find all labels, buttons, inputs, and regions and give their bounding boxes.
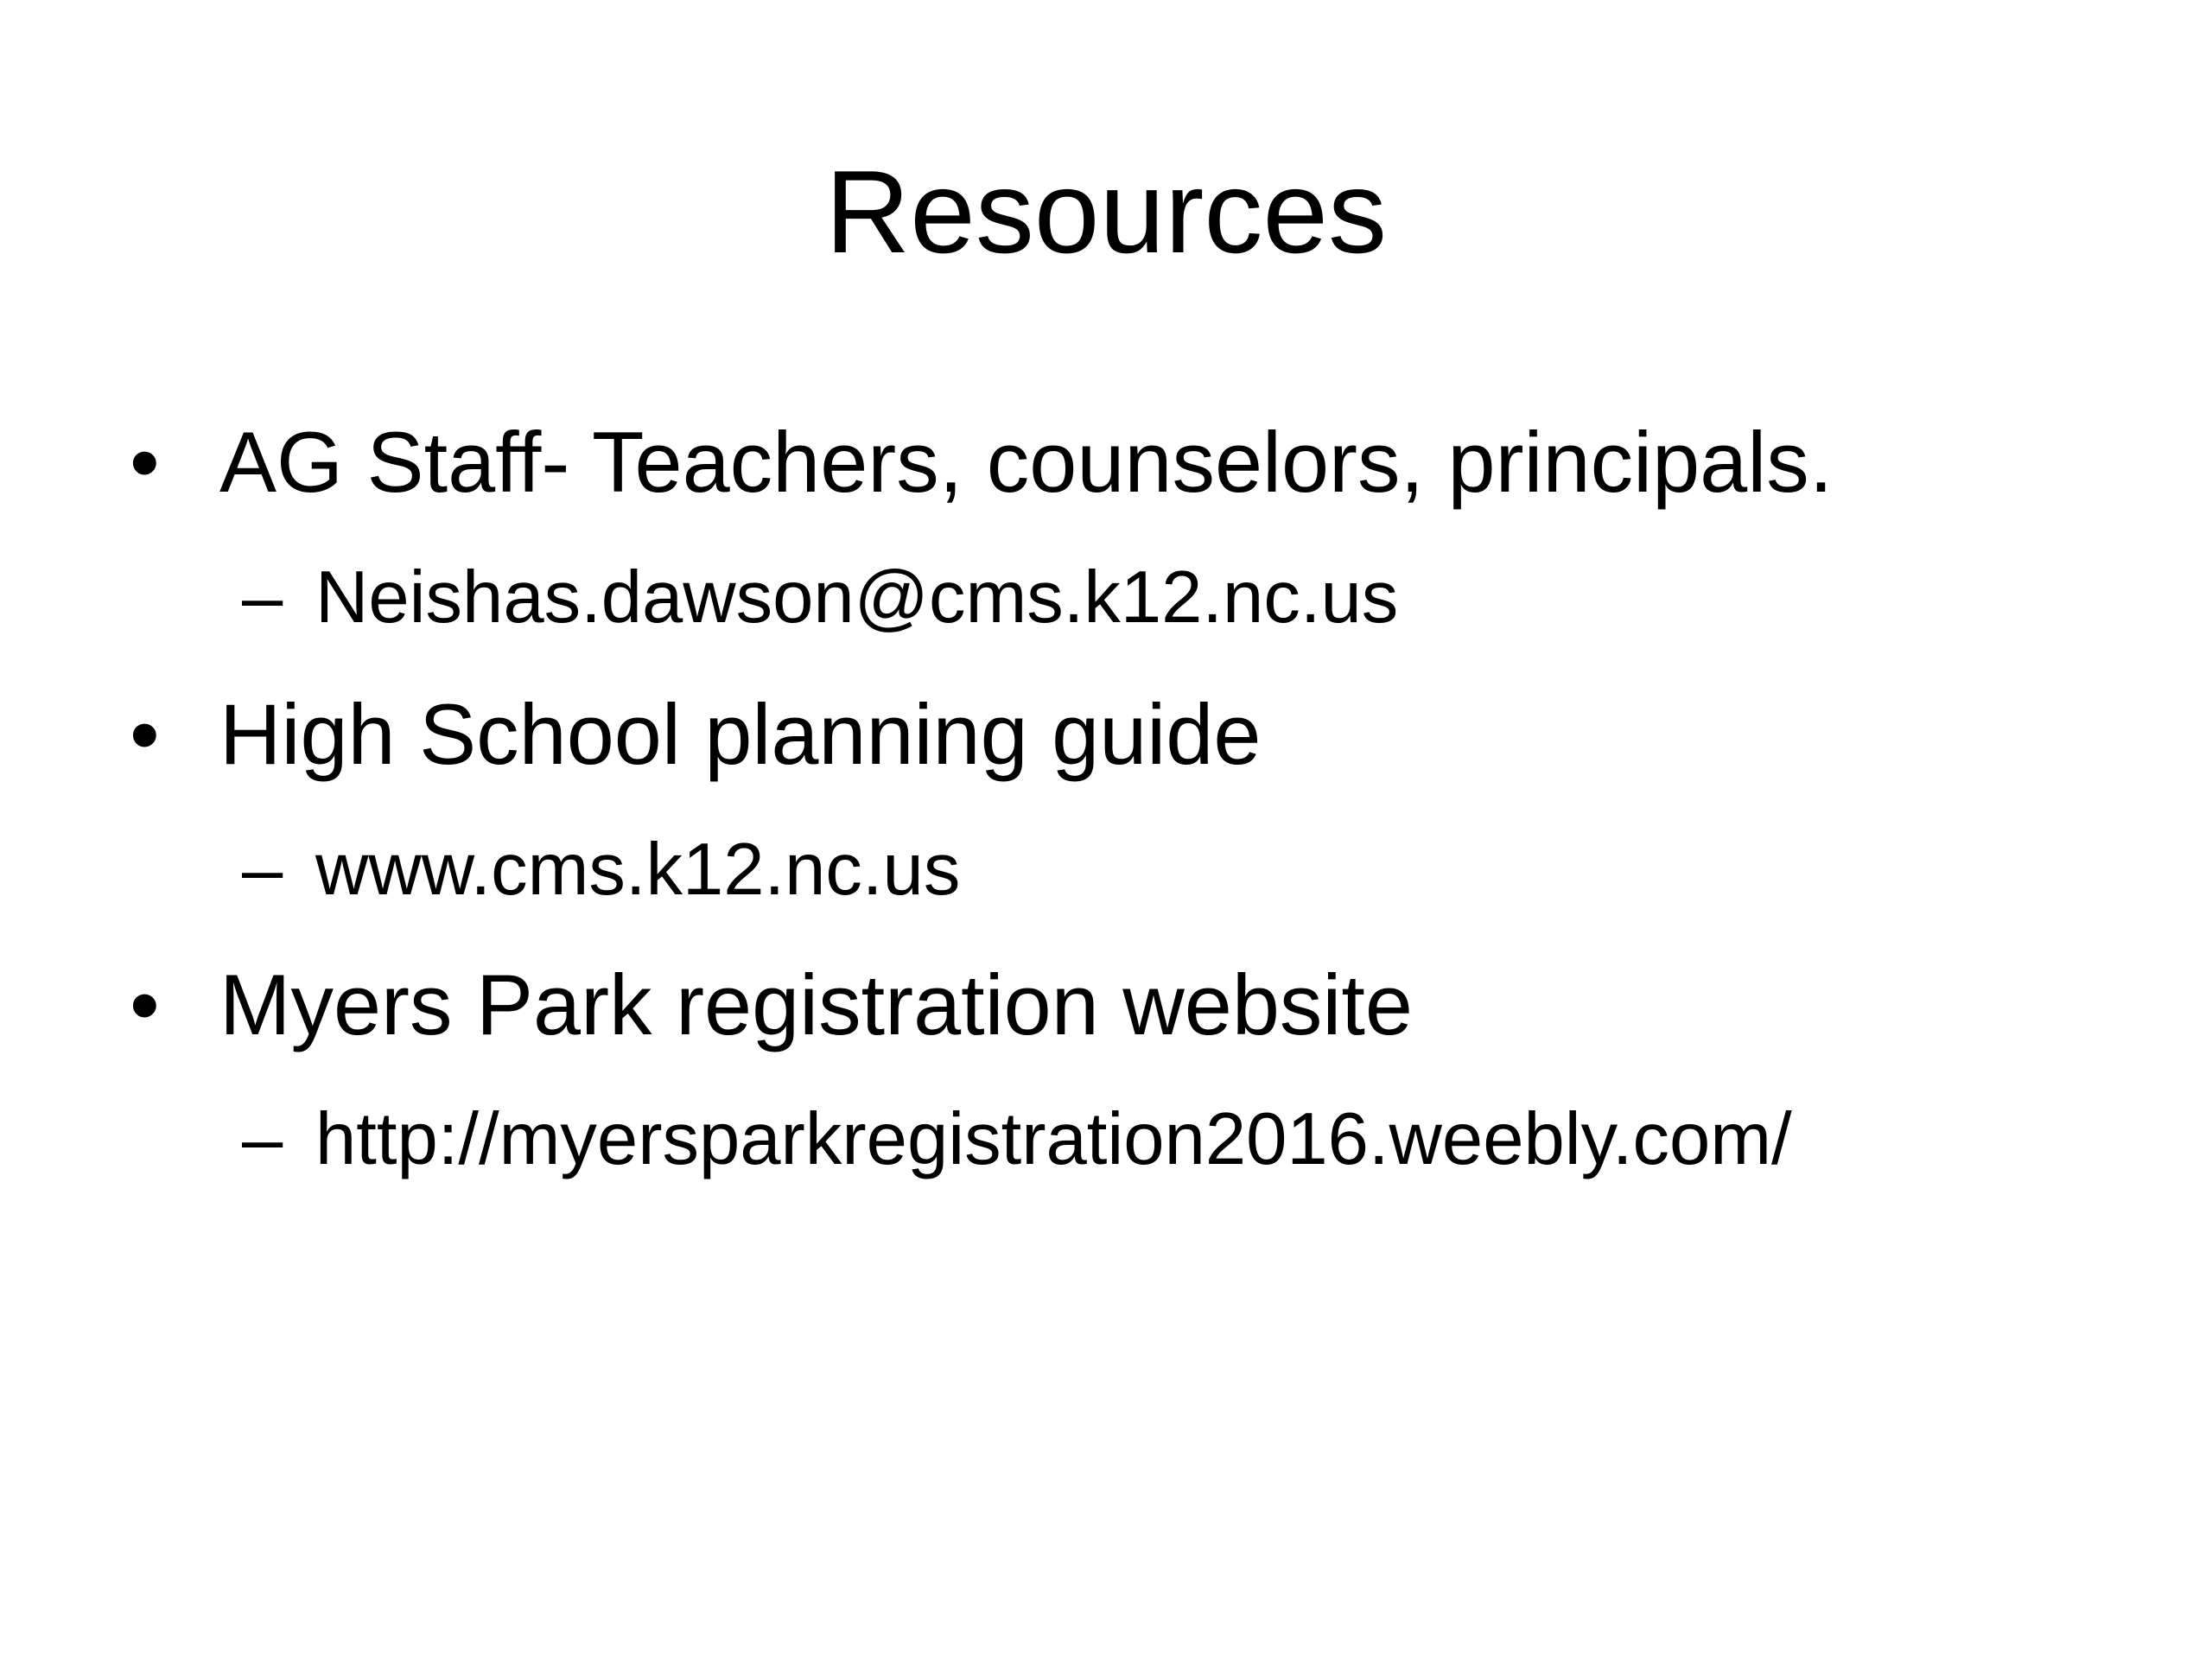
bullet-text: AG Staff- Teachers, counselors, principals.: [219, 414, 1834, 510]
bullet-text: High School planning guide: [219, 686, 1262, 782]
sub-marker: –: [242, 829, 283, 911]
bullet-marker: •: [130, 414, 160, 510]
sub-text: http://myersparkregistration2016.weebly.com/: [315, 1098, 1792, 1180]
bullet-marker: •: [130, 686, 160, 782]
bullet-marker: •: [130, 957, 160, 1052]
sub-marker: –: [242, 556, 283, 639]
bullet-text: Myers Park registration website: [219, 957, 1413, 1052]
sub-marker: –: [242, 1098, 283, 1180]
sub-text: www.cms.k12.nc.us: [315, 829, 961, 911]
sub-text: Neishas.dawson@cms.k12.nc.us: [315, 556, 1399, 639]
slide-title: Resources: [824, 146, 1388, 277]
